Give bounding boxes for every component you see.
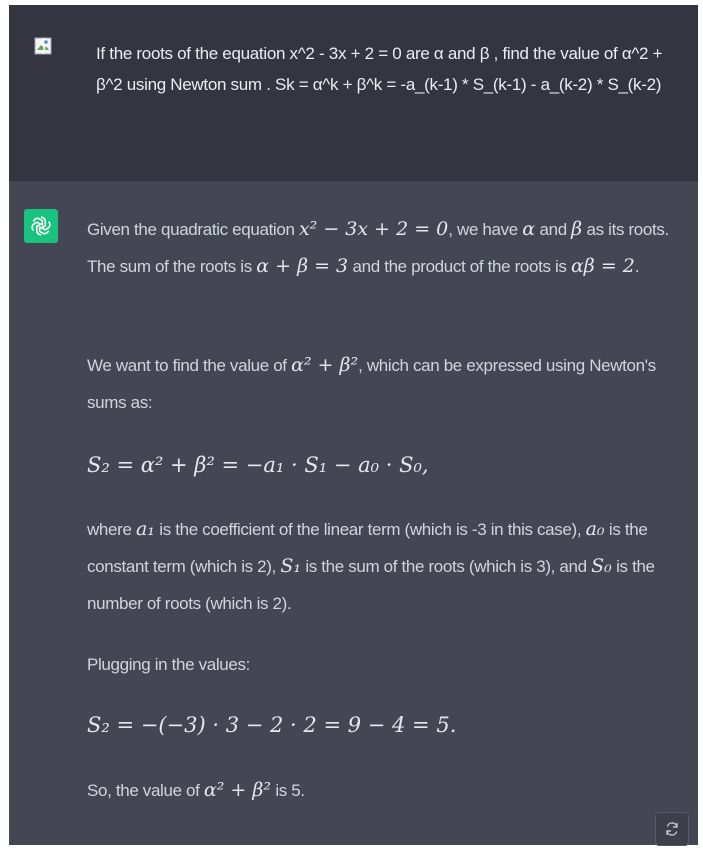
math-beta: β — [571, 218, 583, 240]
math-alpha-beta-squares: α² + β² — [203, 779, 271, 801]
assistant-paragraph-5 — [87, 772, 682, 809]
text: and — [535, 220, 572, 239]
broken-image-icon — [34, 37, 52, 55]
text: as its roots. The sum of the roots is — [87, 220, 669, 276]
text: Given the quadratic equation — [87, 220, 299, 239]
text: . — [634, 257, 640, 276]
math-s1: S₁ — [280, 555, 301, 577]
text: is the constant term (which is 2), — [87, 520, 648, 576]
assistant-paragraph-4: Plugging in the values: — [87, 655, 251, 674]
regenerate-button[interactable] — [655, 812, 689, 846]
text: is the coefficient of the linear term (which is -3 in this case), — [154, 520, 586, 539]
math-substitution-equation: S₂ = −(−3) · 3 − 2 · 2 = 9 − 4 = 5. — [87, 713, 457, 737]
user-message — [9, 5, 698, 181]
math-newton-sum-equation: S₂ = α² + β² = −a₁ · S₁ − a₀ · S₀, — [87, 453, 429, 477]
assistant-paragraph-3 — [87, 511, 682, 622]
math-s0: S₀ — [591, 555, 612, 577]
text: We want to find the value of — [87, 356, 292, 375]
text: is the sum of the roots (which is 3), and — [300, 557, 592, 576]
text: where — [87, 520, 136, 539]
assistant-paragraph-2 — [87, 347, 682, 421]
text: and the product of the roots is — [348, 257, 571, 276]
math-alpha-beta-squares: α² + β² — [291, 354, 359, 376]
math-product-of-roots: αβ = 2 — [570, 255, 635, 277]
text: So, the value of — [87, 781, 204, 800]
math-a1: a₁ — [135, 518, 155, 540]
text: , we have — [448, 220, 523, 239]
text: is 5. — [270, 781, 305, 800]
math-alpha: α — [522, 218, 536, 240]
math-quadratic-equation: x² − 3x + 2 = 0 — [298, 218, 449, 240]
user-message-text: If the roots of the equation x^2 - 3x + 2 = 0 are α and β , find the value of α^2 + β^2 using Newton sum . Sk = α^k + β^k = -a_(k-1) * S_(k-1) - a_(k-2) * S_(k-2) — [96, 44, 663, 94]
assistant-paragraph-1 — [87, 211, 682, 285]
math-sum-of-roots: α + β = 3 — [256, 255, 349, 277]
regenerate-icon — [664, 821, 680, 837]
text: is the number of roots (which is 2). — [87, 557, 655, 613]
openai-logo-icon — [24, 209, 58, 243]
text: , which can be expressed using Newton's sums as: — [87, 356, 656, 412]
math-a0: a₀ — [585, 518, 605, 540]
